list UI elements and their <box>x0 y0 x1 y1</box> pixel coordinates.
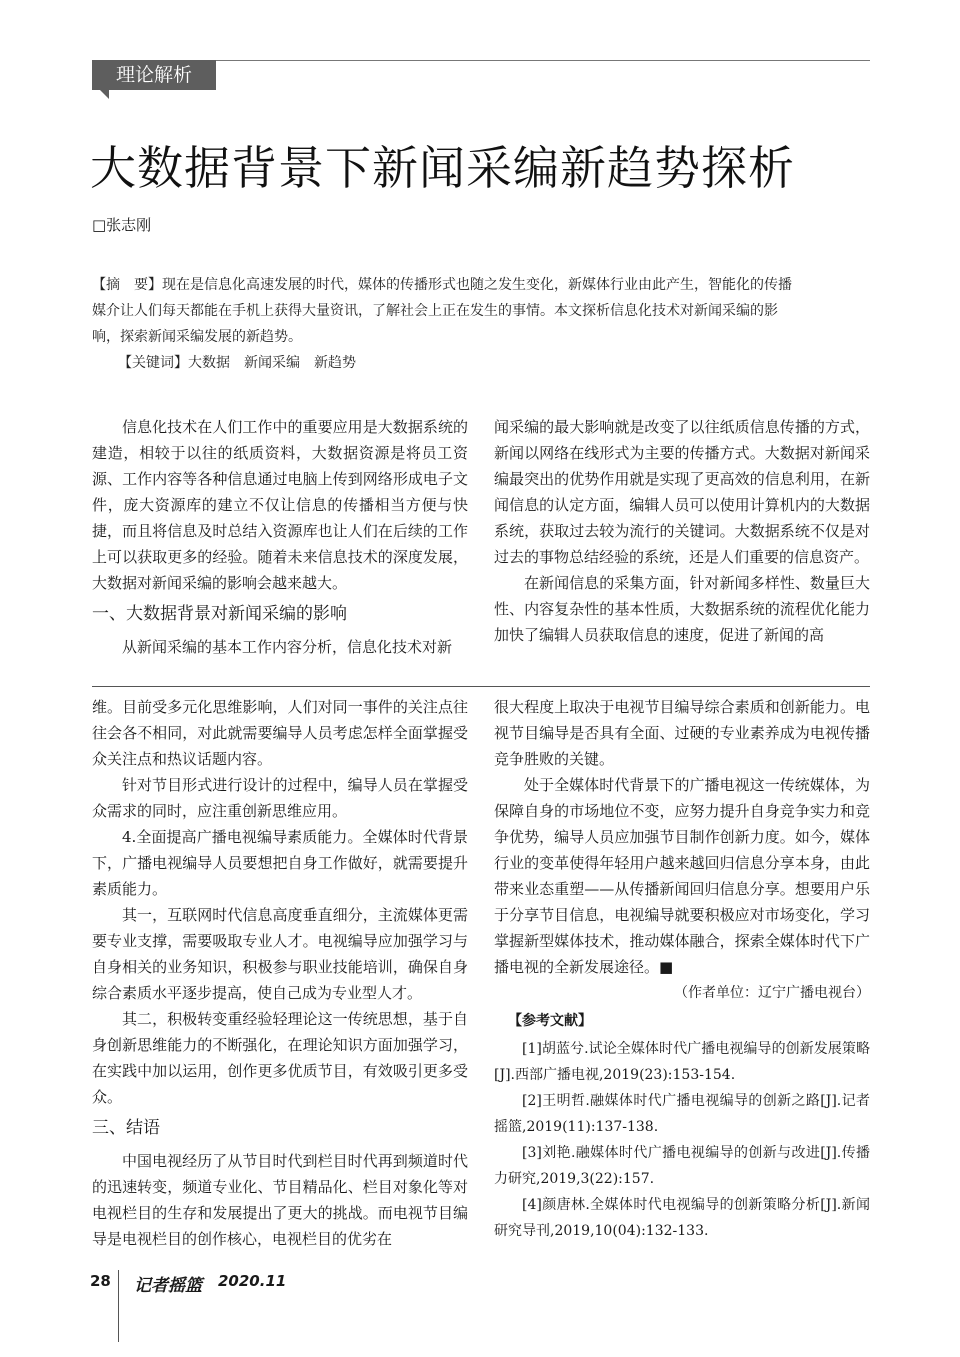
section-divider <box>92 686 870 687</box>
reference-item: [1]胡蓝兮.试论全媒体时代广播电视编导的创新发展策略[J].西部广播电视,2019(23):153-154. <box>494 1041 870 1083</box>
column-bottom-right <box>494 694 870 1244</box>
column-bottom-left <box>92 694 468 1252</box>
paragraph: 中国电视经历了从节目时代到栏目时代再到频道时代的迅速转变，频道专业化、节目精品化、栏目对象化等对电视栏目的生存和发展提出了更大的挑战。而电视节目编导是电视栏目的创作核心，电视栏目的优劣在 <box>92 1152 468 1248</box>
column-top-left <box>92 414 468 660</box>
section-tag-tail <box>99 89 109 99</box>
paragraph: 处于全媒体时代背景下的广播电视这一传统媒体，为保障自身的市场地位不变，应努力提升自身竞争实力和竞争优势，编导人员应加强节目制作创新力度。如今，媒体行业的变革使得年轻用户越来越回归信息分享本身，由此带来业态重塑——从传播新闻回归信息分享。想要用户乐于分享节目信息，电视编导就要积极应对市场变化，学习掌握新型媒体技术，推动媒体融合，探索全媒体时代下广播电视的全新发展途径。■ <box>494 776 870 976</box>
issue-date: 2020.11 <box>218 1272 287 1290</box>
keywords: 【关键词】大数据 新闻采编 新趋势 <box>118 355 356 371</box>
paragraph: 针对节目形式进行设计的过程中，编导人员在掌握受众需求的同时，应注重创新思维应用。 <box>92 776 468 820</box>
reference-item: [4]颜唐林.全媒体时代电视编导的创新策略分析[J].新闻研究导刊,2019,10(04):132-133. <box>494 1197 870 1239</box>
paragraph: 维。目前受多元化思维影响，人们对同一事件的关注点往往会各不相同，对此就需要编导人员考虑怎样全面掌握受众关注点和热议话题内容。 <box>92 698 468 768</box>
reference-item: [2]王明哲.融媒体时代广播电视编导的创新之路[J].记者摇篮,2019(11):137-138. <box>494 1093 870 1135</box>
paragraph: 在新闻信息的采集方面，针对新闻多样性、数量巨大性、内容复杂性的基本性质，大数据系统的流程优化能力加快了编辑人员获取信息的速度，促进了新闻的高 <box>494 574 870 644</box>
footer-rule <box>118 1270 119 1342</box>
page-number: 28 <box>90 1272 111 1290</box>
paragraph: 信息化技术在人们工作中的重要应用是大数据系统的建造，相较于以往的纸质资料，大数据资源是将员工资源、工作内容等各种信息通过电脑上传到网络形成电子文件，庞大资源库的建立不仅让信息的传播相当方便与快捷，而且将信息及时总结入资源库也让人们在后续的工作上可以获取更多的经验。随着未来信息技术的深度发展，大数据对新闻采编的影响会越来越大。 <box>92 418 468 592</box>
reference-item: [3]刘艳.融媒体时代广播电视编导的创新与改进[J].传播力研究,2019,3(22):157. <box>494 1145 870 1187</box>
article-title: 大数据背景下新闻采编新趋势探析 <box>90 141 795 195</box>
paragraph: 其二，积极转变重经验轻理论这一传统思想，基于自身创新思维能力的不断强化，在理论知识方面加强学习，在实践中加以运用，创作更多优质节目，有效吸引更多受众。 <box>92 1010 468 1106</box>
paragraph: 闻采编的最大影响就是改变了以往纸质信息传播的方式，新闻以网络在线形式为主要的传播方式。大数据对新闻采编最突出的优势作用就是实现了更高效的信息利用，在新闻信息的认定方面，编辑人员可以使用计算机内的大数据系统，获取过去较为流行的关键词。大数据系统不仅是对过去的事物总结经验的系统，还是人们重要的信息资产。 <box>494 418 870 566</box>
section-heading: 三、结语 <box>92 1118 160 1138</box>
abstract: 【摘 要】现在是信息化高速发展的时代，媒体的传播形式也随之发生变化，新媒体行业由此产生，智能化的传播媒介让人们每天都能在手机上获得大量资讯，了解社会上正在发生的事情。本文探析信息化技术对新闻采编的影响，探索新闻采编发展的新趋势。 <box>92 277 792 345</box>
references-list <box>494 1036 870 1244</box>
paragraph: 从新闻采编的基本工作内容分析，信息化技术对新 <box>122 638 453 656</box>
author-affiliation: （作者单位：辽宁广播电视台） <box>674 985 870 1001</box>
column-top-right <box>494 414 870 648</box>
journal-logo: 记者摇篮 <box>134 1276 202 1296</box>
author: □张志刚 <box>92 216 152 234</box>
section-heading: 一、大数据背景对新闻采编的影响 <box>92 604 347 624</box>
references-heading: 【参考文献】 <box>508 1013 592 1029</box>
section-tag: 理论解析 <box>92 60 216 90</box>
paragraph: 很大程度上取决于电视节目编导综合素质和创新能力。电视节目编导是否具有全面、过硬的专业素养成为电视传播竞争胜败的关键。 <box>494 698 870 768</box>
paragraph: 其一，互联网时代信息高度垂直细分，主流媒体更需要专业支撑，需要吸取专业人才。电视编导应加强学习与自身相关的业务知识，积极参与职业技能培训，确保自身综合素质水平逐步提高，使自己成为专业型人才。 <box>92 906 468 1002</box>
paragraph: 4.全面提高广播电视编导素质能力。全媒体时代背景下，广播电视编导人员要想把自身工作做好，就需要提升素质能力。 <box>92 828 468 898</box>
